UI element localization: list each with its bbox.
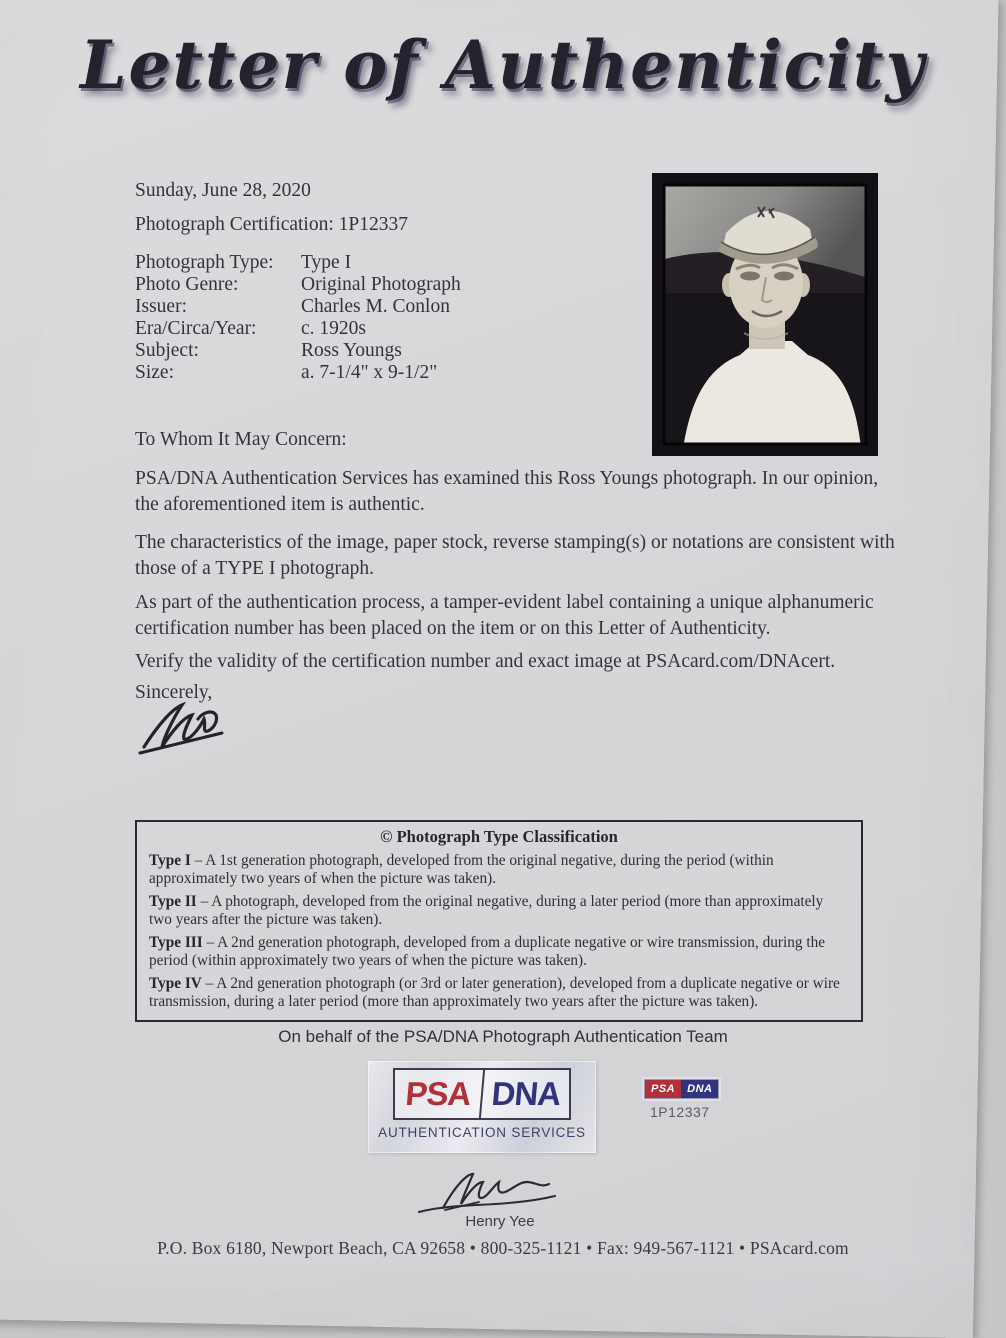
classification-title: © Photograph Type Classification [380, 827, 618, 846]
detail-value: Type I [301, 252, 352, 273]
body-paragraph: Verify the validity of the certification number and exact image at PSAcard.com/DNAcert. [135, 651, 836, 672]
detail-label: Issuer: [135, 296, 187, 317]
classification-item [149, 893, 849, 930]
psa-dna-logo [393, 1068, 571, 1120]
table-row [135, 340, 595, 362]
table-row [135, 362, 595, 384]
detail-label: Size: [135, 362, 174, 383]
classification-item [149, 852, 849, 889]
signer-block [397, 1168, 603, 1230]
detail-label: Subject: [135, 340, 199, 361]
body-paragraph: As part of the authentication process, a tamper-evident label containing a unique alphanumeric certification number has been placed on the item or on this Letter of Authenticity. [135, 592, 874, 639]
classification-item [149, 975, 849, 1012]
psa-logo-text: PSA [393, 1070, 485, 1118]
detail-label: Photograph Type: [135, 252, 274, 273]
authenticator-signature-icon [138, 697, 288, 755]
classification-item-label: Type II [149, 892, 197, 910]
table-row [135, 296, 595, 318]
classification-item-text: – A 2nd generation photograph, developed from a duplicate negative or wire transmission, during the period (within approximately two years of when the picture was taken). [149, 933, 826, 970]
salutation: To Whom It May Concern: [135, 429, 347, 450]
dna-logo-text: DNA [490, 1075, 562, 1112]
footer-address-line: P.O. Box 6180, Newport Beach, CA 92658 • 800-325-1121 • Fax: 949-567-1121 • PSAcard.com [157, 1238, 849, 1258]
classification-item-text: – A 1st generation photograph, developed from the original negative, during the period (within approximately two years of when the picture was taken). [149, 851, 774, 887]
label-cert-number: 1P12337 [650, 1104, 710, 1120]
classification-item-label: Type III [149, 933, 203, 951]
mini-psa-dna-logo [644, 1079, 719, 1099]
player-photo [652, 173, 878, 456]
table-row [135, 318, 595, 340]
letter-date: Sunday, June 28, 2020 [135, 180, 311, 201]
table-row [135, 252, 595, 274]
table-row [135, 274, 595, 296]
detail-label: Era/Circa/Year: [135, 318, 257, 339]
page-title: Letter of Authenticity [80, 26, 926, 104]
classification-item-label: Type I [149, 851, 191, 869]
certification-number-line: Photograph Certification: 1P12337 [135, 214, 408, 235]
photograph-type-classification-box [135, 820, 863, 1022]
photograph-details-table [135, 252, 595, 384]
psa-dna-hologram-sticker [368, 1061, 596, 1153]
mini-dna-text: DNA [681, 1080, 718, 1098]
authentication-services-label: AUTHENTICATION SERVICES [378, 1125, 586, 1140]
body-paragraph: PSA/DNA Authentication Services has examined this Ross Youngs photograph. In our opinion, the aforementioned item is authentic. [135, 468, 879, 515]
classification-item-text: – A 2nd generation photograph (or 3rd or later generation), developed from a duplicate negative or wire transmission, during a later period (more than approximately two years after the picture was taken). [149, 975, 840, 1011]
ross-youngs-portrait [652, 173, 878, 456]
team-line: On behalf of the PSA/DNA Photograph Authentication Team [278, 1027, 728, 1046]
tamper-evident-label [644, 1079, 754, 1120]
mini-psa-text: PSA [645, 1080, 681, 1098]
detail-value: a. 7-1/4" x 9-1/2" [301, 362, 438, 383]
body-paragraph: The characteristics of the image, paper stock, reverse stamping(s) or notations are consistent with those of a TYPE I photograph. [135, 532, 895, 579]
detail-value: Ross Youngs [301, 340, 402, 361]
detail-value: c. 1920s [301, 318, 366, 339]
henry-yee-signature-icon [415, 1168, 585, 1214]
classification-item [149, 934, 849, 971]
detail-value: Original Photograph [301, 274, 461, 295]
detail-label: Photo Genre: [135, 274, 239, 295]
detail-value: Charles M. Conlon [301, 296, 450, 317]
classification-item-text: – A photograph, developed from the original negative, during a later period (more than approximately two years after the picture was taken). [149, 892, 824, 929]
closing-word: Sincerely, [135, 682, 213, 703]
classification-item-label: Type IV [149, 975, 202, 993]
signer-name: Henry Yee [465, 1213, 535, 1230]
